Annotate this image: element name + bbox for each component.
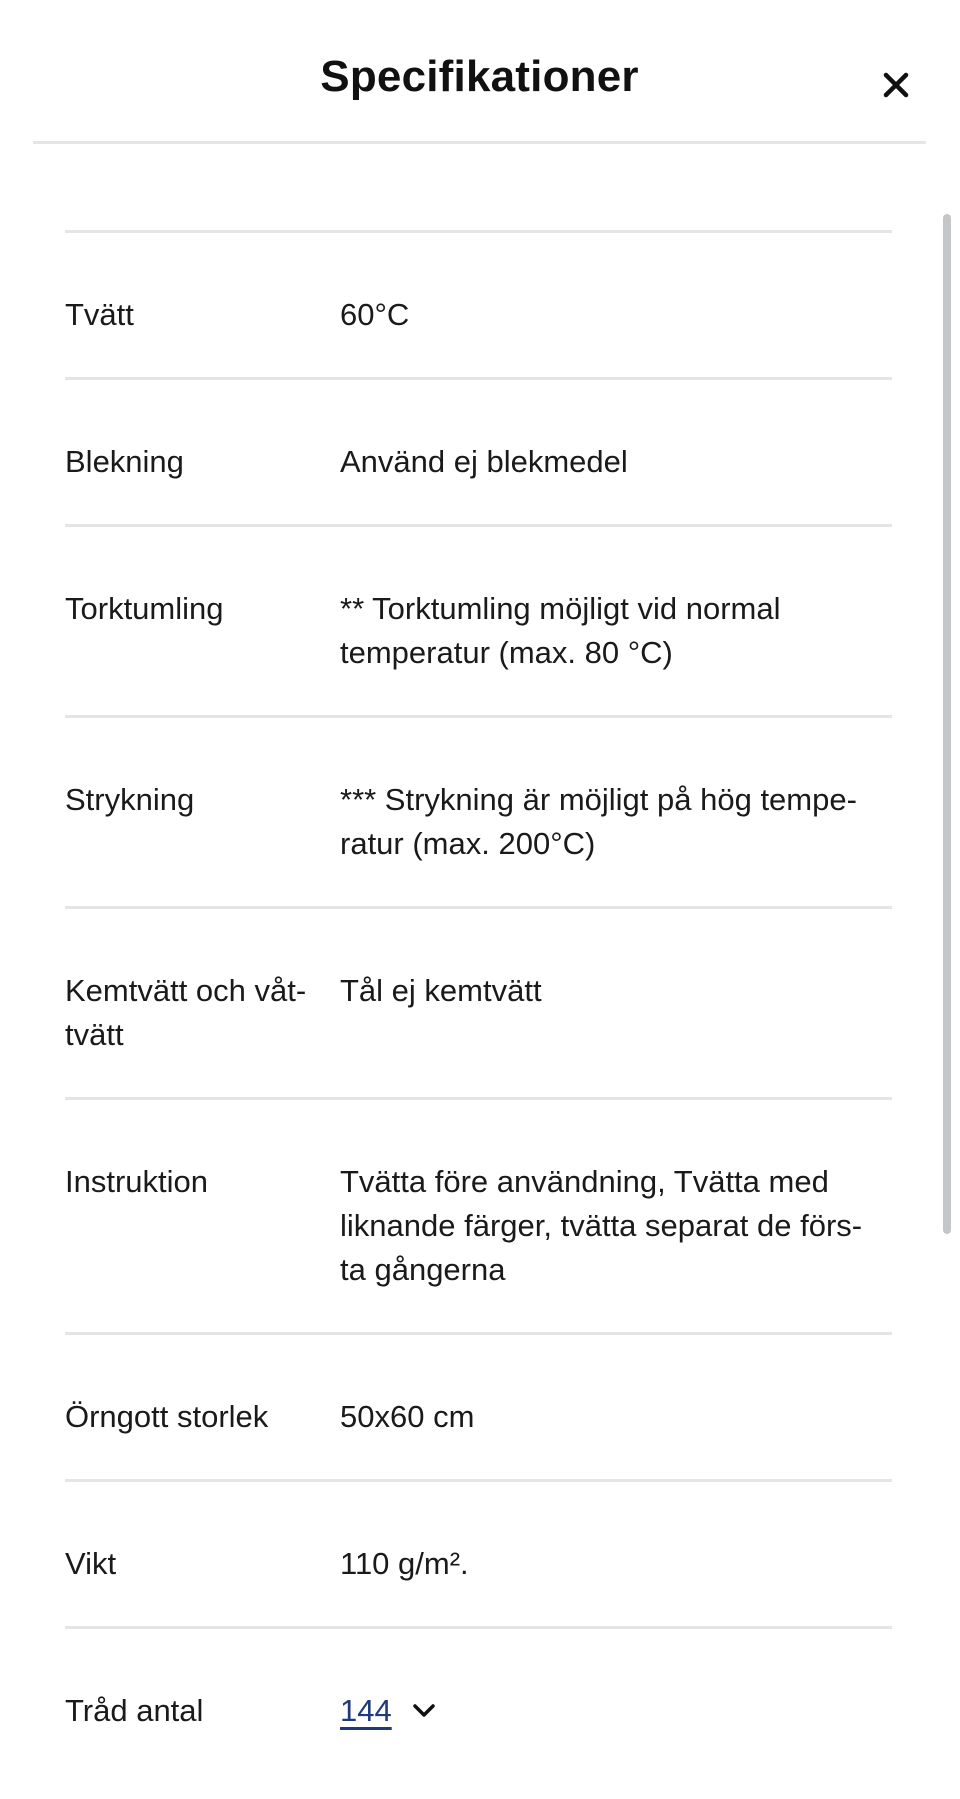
spec-value: *** Strykning är möjligt på hög tempe-ratur (max. 200°C) bbox=[340, 782, 857, 861]
spec-value: Använd ej blekmedel bbox=[340, 444, 628, 479]
chevron-down-icon[interactable] bbox=[410, 1697, 438, 1725]
spec-row-torktumling bbox=[65, 527, 892, 718]
spec-row-strykning bbox=[65, 718, 892, 909]
spec-label: Tråd antal bbox=[65, 1693, 204, 1728]
spec-value: 50x60 cm bbox=[340, 1399, 475, 1434]
spec-label: Örngott storlek bbox=[65, 1399, 269, 1434]
spec-value: 60°C bbox=[340, 297, 410, 332]
spec-label: Tvätt bbox=[65, 297, 134, 332]
spec-row-vikt bbox=[65, 1482, 892, 1629]
spec-row-tvatt bbox=[65, 233, 892, 380]
spec-label: Strykning bbox=[65, 782, 195, 817]
close-button[interactable] bbox=[871, 60, 921, 110]
spec-label: Kemtvätt och våt-tvätt bbox=[65, 973, 307, 1052]
spec-label: Torktumling bbox=[65, 591, 224, 626]
thread-count-link[interactable]: 144 bbox=[340, 1693, 392, 1728]
spec-row-trad-antal bbox=[65, 1629, 892, 1773]
spec-row-blekning bbox=[65, 380, 892, 527]
spec-label: Instruktion bbox=[65, 1164, 209, 1199]
spec-value: Tål ej kemtvätt bbox=[340, 973, 542, 1008]
spec-list bbox=[65, 230, 892, 1773]
modal-header bbox=[33, 0, 926, 144]
spec-row-kemtvatt bbox=[65, 909, 892, 1100]
scrollbar[interactable] bbox=[943, 214, 951, 1234]
spec-value bbox=[340, 1689, 892, 1733]
page-title: Specifikationer bbox=[320, 52, 639, 101]
spec-value: 110 g/m². bbox=[340, 1546, 469, 1581]
spec-value: ** Torktumling möjligt vid normal temperatur (max. 80 °C) bbox=[340, 591, 781, 670]
spec-label: Vikt bbox=[65, 1546, 117, 1581]
spec-value: Tvätta före användning, Tvätta med liknande färger, tvätta separat de förs-ta gångerna bbox=[340, 1164, 863, 1287]
spec-row-orngott-storlek bbox=[65, 1335, 892, 1482]
close-icon bbox=[871, 60, 921, 110]
spec-label: Blekning bbox=[65, 444, 184, 479]
spec-row-instruktion bbox=[65, 1100, 892, 1335]
